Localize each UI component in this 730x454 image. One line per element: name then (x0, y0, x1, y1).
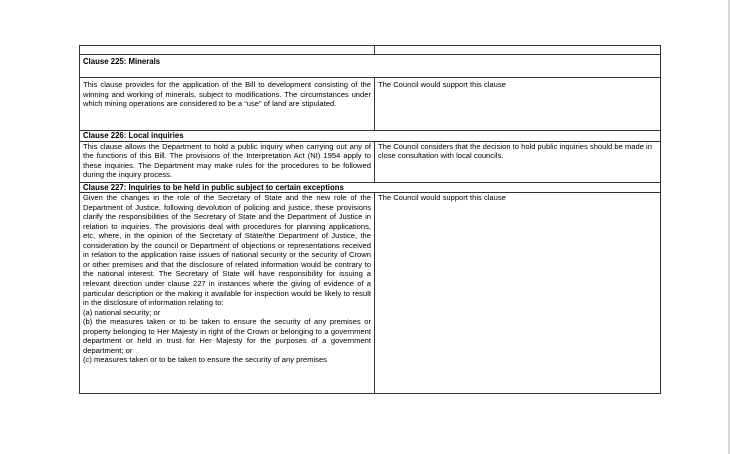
table-row-heading (80, 131, 661, 142)
clause-227-list-item-a: (a) national security; or (83, 307, 161, 317)
clause-227-heading: Clause 227: Inquiries to be held in public subject to certain exceptions (80, 182, 661, 193)
blank-cell-right (375, 46, 661, 55)
clause-227-body: Given the changes in the role of the Secretary of State and the new role of the Department of Justice, following devolution of policing and justice, these provisions clarify the responsibilities of the Secretary of State and the Department of Justice in relation to inquiries. The provisions deal with procedures for planning applications, etc, where, in the opinion of the Secretary of State/the Department of Justice, the consideration by the council or Department of objections or representations received in relation to the application raise issues of national security or the security of Crown or other premises and that the disclosure of related information would be contrary to the national interest. The Secretary of State will have responsibility for issuing a relevant direction under clause 227 in instances where the giving of evidence of a particular description or the making it available for inspection would be likely to result in the disclosure of information relating to: (83, 193, 371, 308)
clause-227-list-item-b: (b) the measures taken or to be taken to ensure the security of any premises or property belonging to Her Majesty in right of the Crown or belonging to a government department or held in trust for Her Majesty for the purposes of a government department; or (83, 317, 371, 355)
table-row-blank (80, 46, 661, 55)
table-row (80, 78, 661, 131)
table-row (80, 193, 661, 394)
table-row-heading (80, 55, 661, 78)
clause-225-heading: Clause 225: Minerals (80, 55, 661, 78)
clause-226-body: This clause allows the Department to hold a public inquiry when carrying out any of the functions of this Bill. The provisions of the Interpretation Act (NI) 1954 apply to these inquiries. The Department may make rules for the procedures to be followed during the inquiry process. (80, 141, 375, 182)
clause-227-response: The Council would support this clause (375, 193, 661, 394)
table-row (80, 141, 661, 182)
clause-227-list-item-c: (c) measures taken or to be taken to ensure the security of any premises (83, 355, 327, 365)
clause-226-heading: Clause 226: Local inquiries (80, 131, 661, 142)
clause-225-response: The Council would support this clause (375, 78, 661, 131)
clause-225-body: This clause provides for the application of the Bill to development consisting of the winning and working of minerals, subject to modifications. The circumstances under which mining operations are considered to be a “use” of land are stipulated. (80, 78, 375, 131)
blank-cell-left (80, 46, 375, 55)
clause-227-cell (80, 193, 375, 394)
consultation-table (79, 45, 661, 394)
table-row-heading (80, 182, 661, 193)
clause-226-response: The Council considers that the decision to hold public inquiries should be made in close consultation with local councils. (375, 141, 661, 182)
